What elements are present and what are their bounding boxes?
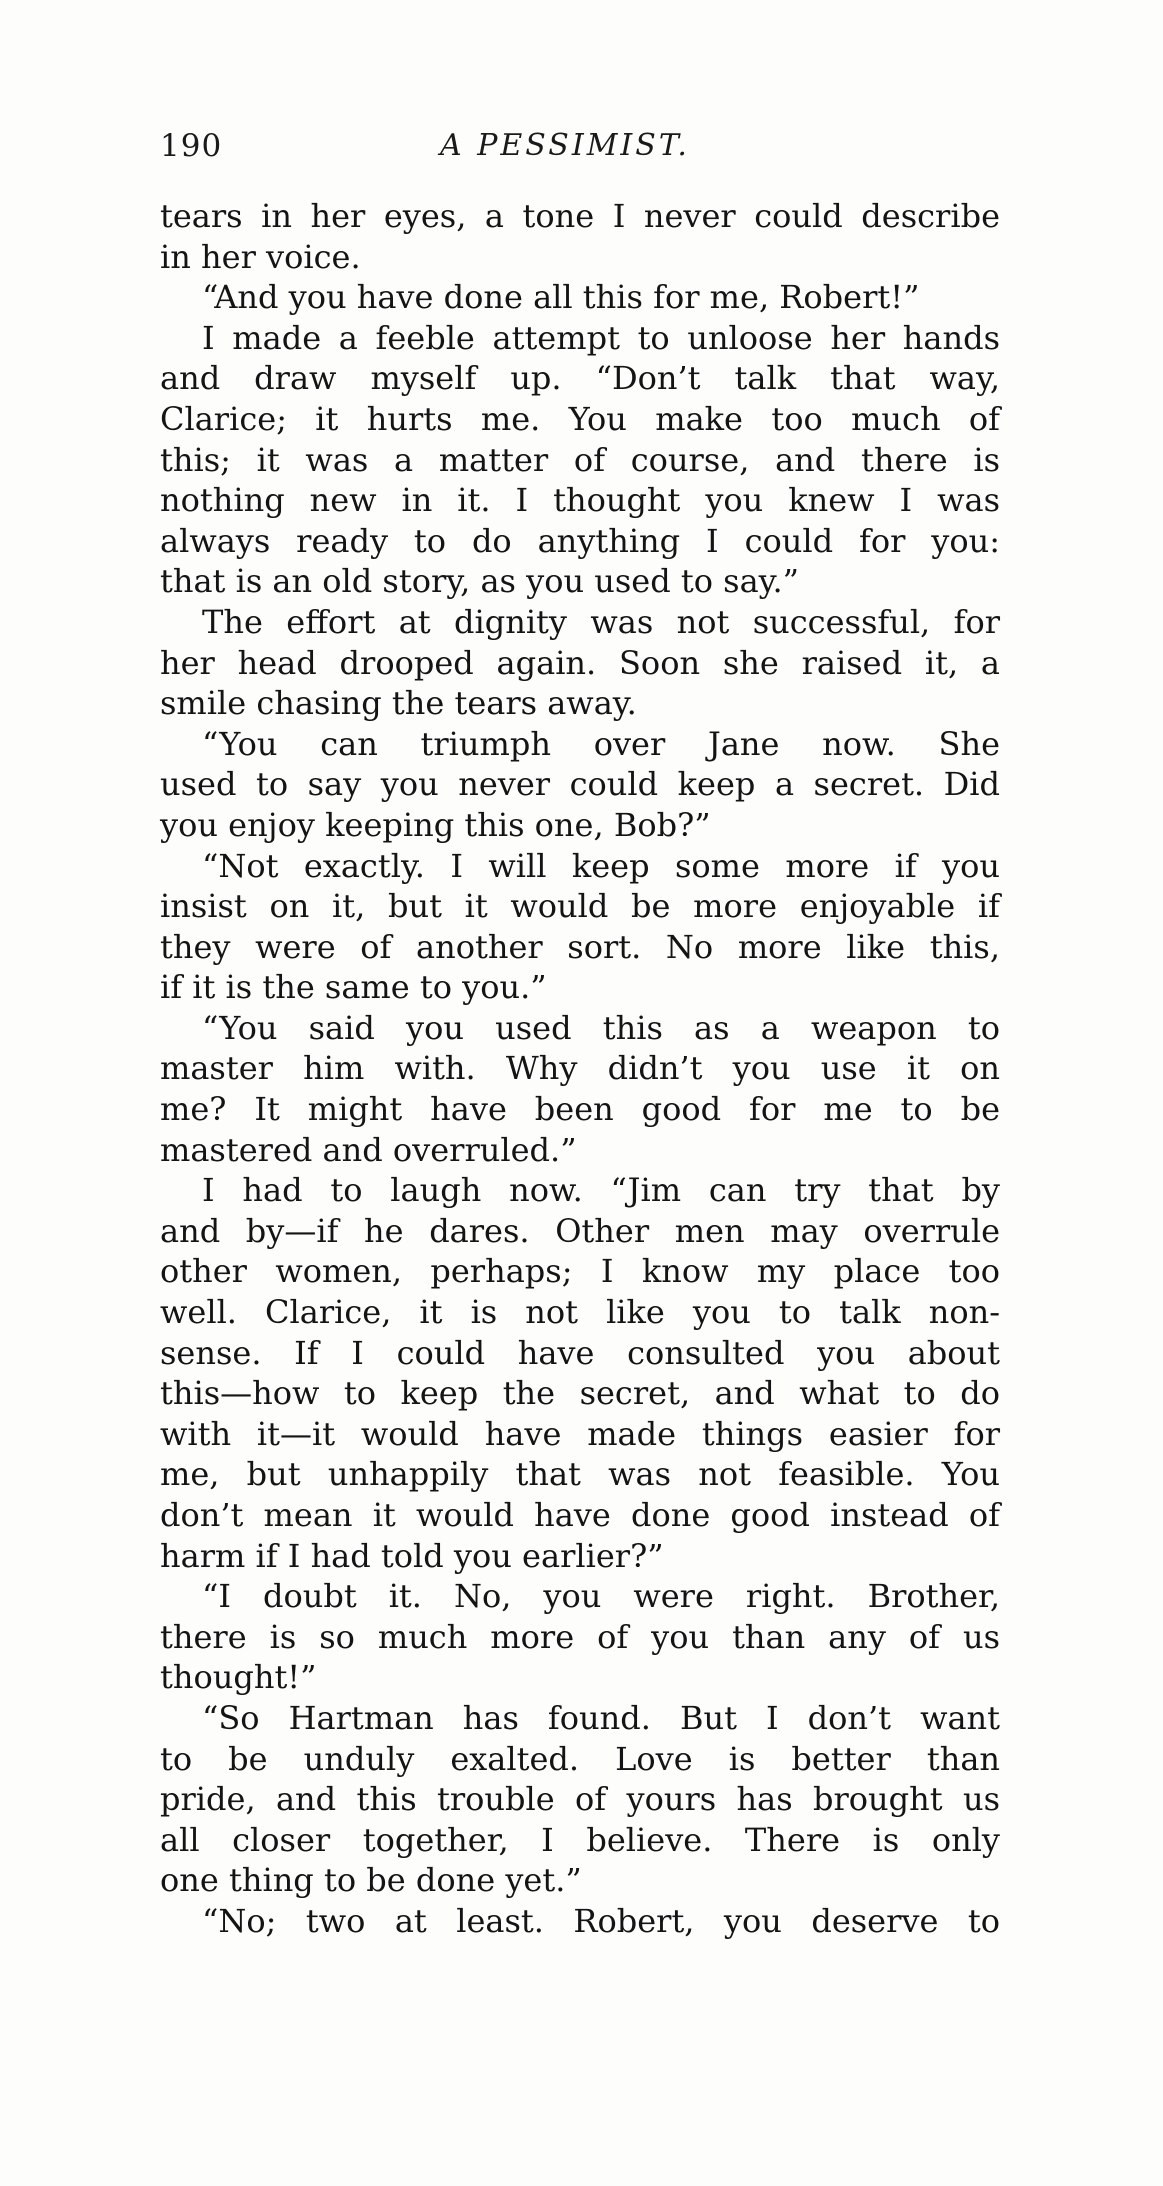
text-line: smile chasing the tears away. <box>160 684 637 723</box>
text-line: pride, and this trouble of yours has brought us <box>160 1780 1000 1819</box>
text-line: tears in her eyes, a tone I never could describe <box>160 197 1000 235</box>
running-title: A PESSIMIST. <box>440 128 690 163</box>
page-header <box>160 128 1000 178</box>
text-line: that is an old story, as you used to say.” <box>160 562 800 601</box>
text-line: one thing to be done yet.” <box>160 1861 582 1900</box>
text-line: used to say you never could keep a secret. Did <box>160 765 1000 804</box>
text-line: don’t mean it would have done good instead of <box>160 1496 1000 1534</box>
text-line: in her voice. <box>160 237 361 276</box>
text-line: master him with. Why didn’t you use it on <box>160 1049 1000 1088</box>
text-line: I made a feeble attempt to unloose her hands <box>202 318 1000 357</box>
text-line: “Not exactly. I will keep some more if you <box>202 846 1000 885</box>
text-line: The effort at dignity was not successful, for <box>202 602 1000 641</box>
text-line: I had to laugh now. “Jim can try that by <box>202 1171 1000 1210</box>
text-line: always ready to do anything I could for you: <box>160 521 1000 560</box>
text-line: to be unduly exalted. Love is better than <box>160 1739 1000 1778</box>
text-line: you enjoy keeping this one, Bob?” <box>160 805 711 844</box>
text-line: and by—if he dares. Other men may overrule <box>160 1211 1000 1250</box>
text-line: if it is the same to you.” <box>160 968 547 1007</box>
text-line: “I doubt it. No, you were right. Brother, <box>202 1577 1000 1616</box>
text-line: there is so much more of you than any of us <box>160 1617 1000 1656</box>
text-line: harm if I had told you earlier?” <box>160 1536 664 1575</box>
text-line: me, but unhappily that was not feasible. You <box>160 1455 1000 1494</box>
text-line: thought!” <box>160 1658 317 1697</box>
text-line: they were of another sort. No more like this, <box>160 927 1000 966</box>
text-line: sense. If I could have consulted you about <box>160 1333 1000 1372</box>
text-line: “So Hartman has found. But I don’t want <box>202 1698 1000 1737</box>
body-text <box>160 196 1000 1942</box>
text-line: nothing new in it. I thought you knew I was <box>160 481 1000 520</box>
text-line: and draw myself up. “Don’t talk that way, <box>160 359 1000 398</box>
text-line: me? It might have been good for me to be <box>160 1090 1000 1129</box>
text-line: Clarice; it hurts me. You make too much of <box>160 399 1000 438</box>
text-line: “No; two at least. Robert, you deserve to <box>202 1901 1000 1940</box>
text-line: other women, perhaps; I know my place too <box>160 1252 1000 1291</box>
text-line: “You can triumph over Jane now. She <box>202 724 1000 763</box>
text-line: “And you have done all this for me, Robert!” <box>202 278 920 317</box>
text-line: mastered and overruled.” <box>160 1130 577 1169</box>
text-line: this; it was a matter of course, and there is <box>160 440 1000 479</box>
text-line: insist on it, but it would be more enjoyable if <box>160 887 1000 926</box>
text-line: with it—it would have made things easier for <box>160 1414 1000 1453</box>
text-line: this—how to keep the secret, and what to do <box>160 1374 1000 1413</box>
text-line: all closer together, I believe. There is only <box>160 1820 1000 1859</box>
page-number: 190 <box>160 128 223 164</box>
text-line: her head drooped again. Soon she raised it, a <box>160 643 1000 682</box>
text-line: “You said you used this as a weapon to <box>202 1008 1000 1047</box>
text-line: well. Clarice, it is not like you to talk non- <box>160 1293 1000 1332</box>
